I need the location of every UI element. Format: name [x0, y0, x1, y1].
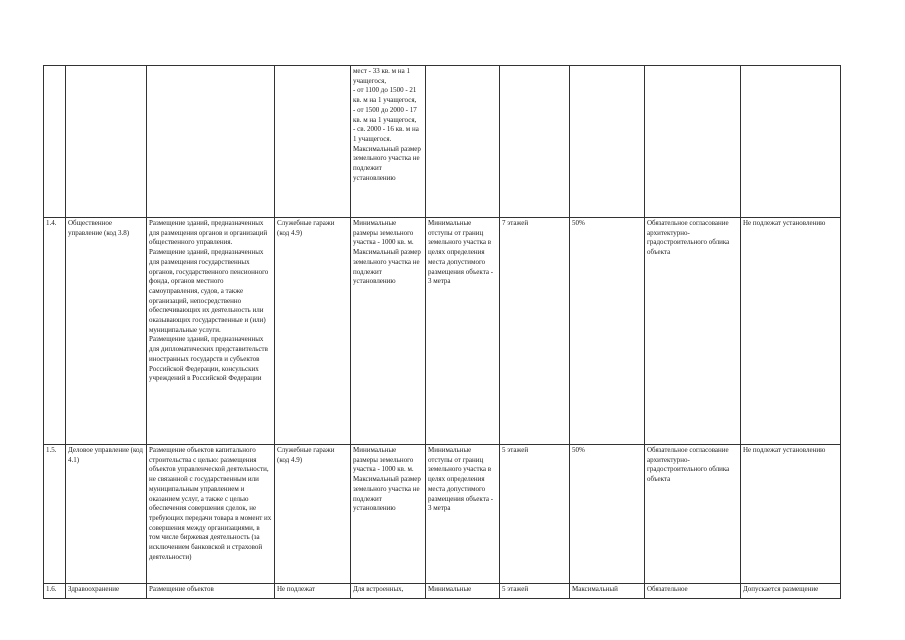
cell-setback: Минимальные [426, 584, 500, 599]
cell-restrictions: Не подлежат установлению [741, 445, 841, 584]
table-row [44, 584, 841, 599]
cell-floors [500, 66, 570, 218]
cell-conditions: Обязательное согласование архитектурно-градостроительного облика объекта [645, 445, 741, 584]
cell-coverage [570, 66, 645, 218]
table-row [44, 66, 841, 218]
cell-use-name: Общественное управление (код 3.8) [66, 218, 147, 445]
cell-plot-size: Для встроенных, [351, 584, 426, 599]
cell-restrictions: Допускается размещение [741, 584, 841, 599]
cell-setback: Минимальные отступы от границ земельного участка в целях определения места допустимого размещения объекта - 3 метра [426, 218, 500, 445]
cell-coverage: 50% [570, 445, 645, 584]
cell-use-name [66, 66, 147, 218]
cell-coverage: 50% [570, 218, 645, 445]
cell-floors: 5 этажей [500, 445, 570, 584]
cell-auxiliary-use: Не подлежат [275, 584, 351, 599]
cell-floors: 7 этажей [500, 218, 570, 445]
cell-number: 1.5. [44, 445, 66, 584]
cell-number: 1.4. [44, 218, 66, 445]
cell-description: Размещение объектов [147, 584, 275, 599]
cell-plot-size: Минимальные размеры земельного участка - 1000 кв. м. Максимальный размер земельного участка не подлежит установлению [351, 445, 426, 584]
cell-auxiliary-use: Служебные гаражи (код 4.9) [275, 218, 351, 445]
zoning-regulations-table [43, 65, 841, 599]
cell-use-name: Деловое управление (код 4.1) [66, 445, 147, 584]
cell-floors: 5 этажей [500, 584, 570, 599]
cell-conditions: Обязательное согласование архитектурно-градостроительного облика объекта [645, 218, 741, 445]
cell-number: 1.6. [44, 584, 66, 599]
cell-restrictions: Не подлежат установлению [741, 218, 841, 445]
cell-restrictions [741, 66, 841, 218]
table-row [44, 218, 841, 445]
table-row [44, 445, 841, 584]
cell-description [147, 66, 275, 218]
cell-description: Размещение объектов капитального строительства с целью: размещения объектов управленческой деятельности, не связанной с государственным или муниципальным управлением и оказанием услуг, а также с целью обеспечения совершения сделок, не требующих передачи товара в момент их совершения между организациями, в том числе биржевая деятельность (за исключением банковской и страховой деятельности) [147, 445, 275, 584]
cell-conditions: Обязательное [645, 584, 741, 599]
cell-number [44, 66, 66, 218]
cell-setback [426, 66, 500, 218]
cell-auxiliary-use [275, 66, 351, 218]
cell-plot-size: мест - 33 кв. м на 1 учащегося, - от 1100 до 1500 - 21 кв. м на 1 учащегося, - от 1500 до 2000 - 17 кв. м на 1 учащегося, - св. 2000 - 16 кв. м на 1 учащегося. Максимальный размер земельного участка не подлежит установлению [351, 66, 426, 218]
cell-conditions [645, 66, 741, 218]
cell-coverage: Максимальный [570, 584, 645, 599]
cell-description: Размещение зданий, предназначенных для размещения органов и организаций общественного управления. Размещение зданий, предназначенных для размещения государственных органов, государственного пенсионного фонда, органов местного самоуправления, судов, а также организаций, непосредственно обеспечивающих их деятельность или оказывающих государственные и (или) муниципальные услуги. Размещение зданий, предназначенных для дипломатических представительств иностранных государств и субъектов Российской Федерации, консульских учреждений в Российской Федерации [147, 218, 275, 445]
cell-use-name: Здравоохранение [66, 584, 147, 599]
cell-plot-size: Минимальные размеры земельного участка - 1000 кв. м. Максимальный размер земельного участка не подлежит установлению [351, 218, 426, 445]
cell-setback: Минимальные отступы от границ земельного участка в целях определения места допустимого размещения объекта - 3 метра [426, 445, 500, 584]
cell-auxiliary-use: Служебные гаражи (код 4.9) [275, 445, 351, 584]
